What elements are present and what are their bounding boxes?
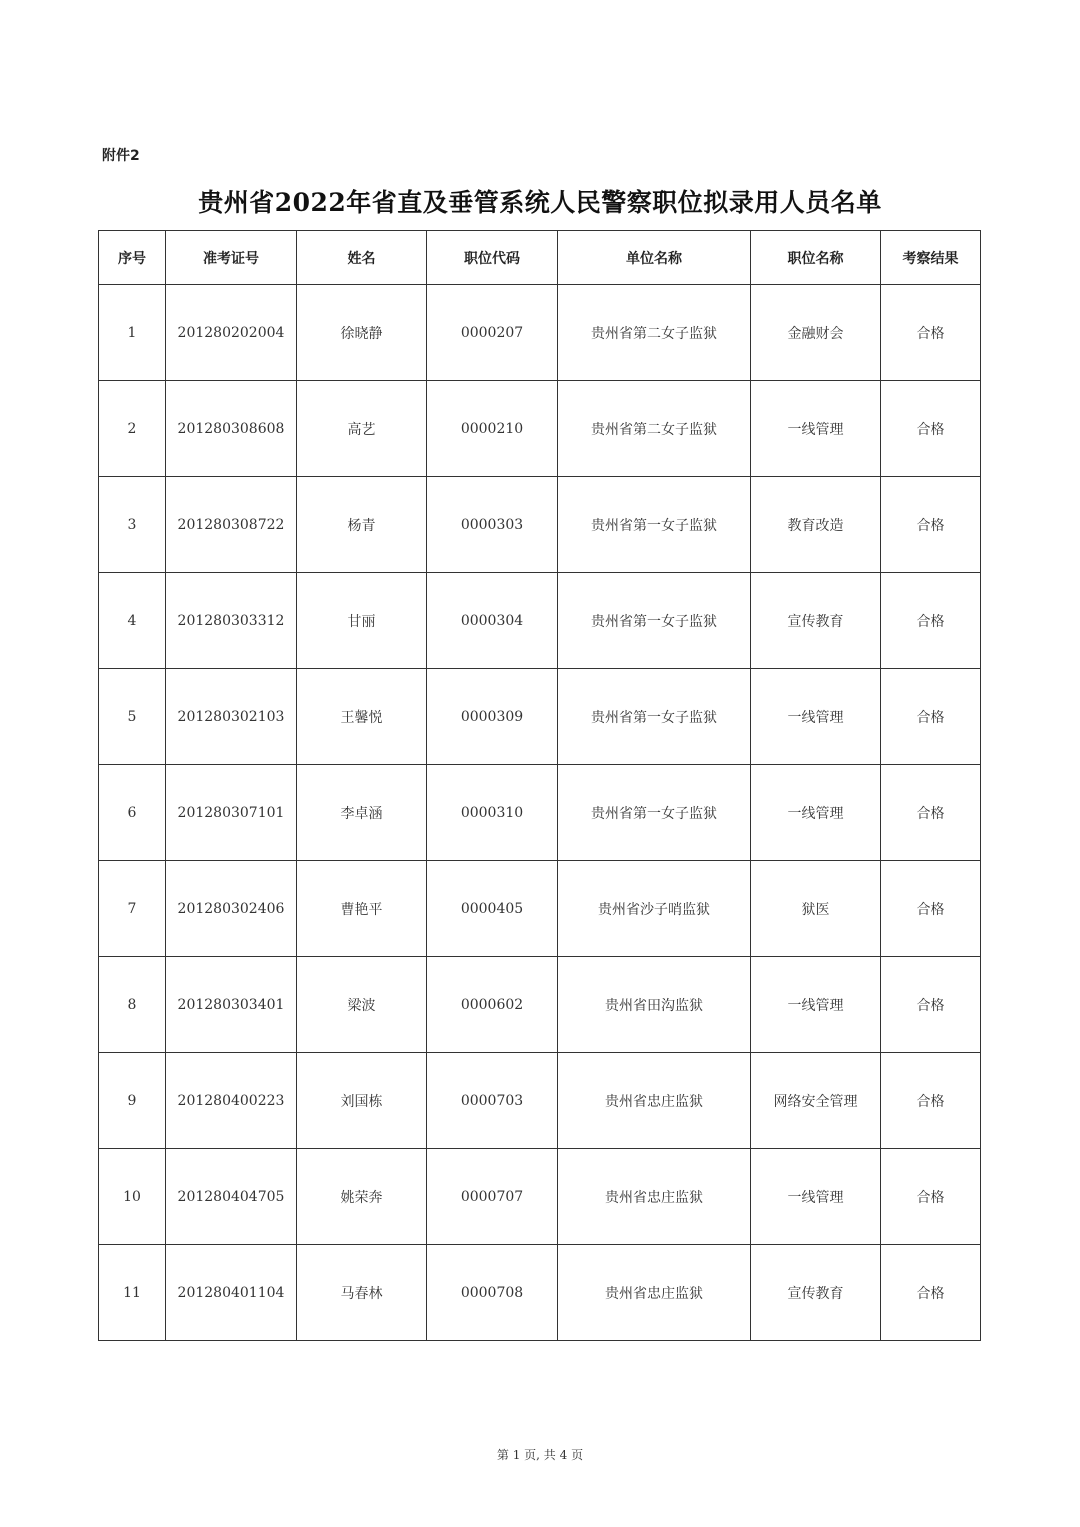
cell-seq: 8 (99, 957, 166, 1053)
cell-result: 合格 (881, 573, 981, 669)
cell-seq: 2 (99, 381, 166, 477)
cell-position-code: 0000210 (427, 381, 558, 477)
header-result: 考察结果 (881, 231, 981, 285)
cell-seq: 3 (99, 477, 166, 573)
page-footer: 第 1 页, 共 4 页 (496, 1448, 584, 1462)
cell-position-name: 一线管理 (751, 765, 881, 861)
cell-name: 刘国栋 (297, 1053, 427, 1149)
cell-position-code: 0000207 (427, 285, 558, 381)
cell-position-code: 0000304 (427, 573, 558, 669)
cell-position-code: 0000602 (427, 957, 558, 1053)
table-row (99, 765, 981, 861)
cell-ticket-number: 201280404705 (166, 1149, 297, 1245)
header-unit-name: 单位名称 (558, 231, 751, 285)
cell-position-name: 一线管理 (751, 1149, 881, 1245)
cell-unit-name: 贵州省第一女子监狱 (558, 477, 751, 573)
header-position-name: 职位名称 (751, 231, 881, 285)
cell-position-code: 0000405 (427, 861, 558, 957)
cell-unit-name: 贵州省第二女子监狱 (558, 285, 751, 381)
cell-ticket-number: 201280302406 (166, 861, 297, 957)
cell-result: 合格 (881, 1053, 981, 1149)
cell-name: 李卓涵 (297, 765, 427, 861)
cell-name: 曹艳平 (297, 861, 427, 957)
cell-result: 合格 (881, 381, 981, 477)
table-row (99, 285, 981, 381)
cell-name: 马春林 (297, 1245, 427, 1341)
cell-seq: 10 (99, 1149, 166, 1245)
cell-position-name: 宣传教育 (751, 1245, 881, 1341)
cell-position-name: 一线管理 (751, 381, 881, 477)
cell-unit-name: 贵州省田沟监狱 (558, 957, 751, 1053)
cell-name: 高艺 (297, 381, 427, 477)
cell-unit-name: 贵州省第一女子监狱 (558, 669, 751, 765)
cell-unit-name: 贵州省第二女子监狱 (558, 381, 751, 477)
cell-unit-name: 贵州省忠庄监狱 (558, 1053, 751, 1149)
cell-position-name: 宣传教育 (751, 573, 881, 669)
cell-seq: 9 (99, 1053, 166, 1149)
cell-unit-name: 贵州省沙子哨监狱 (558, 861, 751, 957)
cell-position-code: 0000303 (427, 477, 558, 573)
cell-ticket-number: 201280400223 (166, 1053, 297, 1149)
table-row (99, 669, 981, 765)
cell-position-code: 0000309 (427, 669, 558, 765)
cell-result: 合格 (881, 285, 981, 381)
cell-unit-name: 贵州省忠庄监狱 (558, 1245, 751, 1341)
cell-ticket-number: 201280308722 (166, 477, 297, 573)
table-row (99, 381, 981, 477)
cell-position-name: 网络安全管理 (751, 1053, 881, 1149)
table-row (99, 1245, 981, 1341)
cell-position-code: 0000707 (427, 1149, 558, 1245)
cell-position-name: 金融财会 (751, 285, 881, 381)
cell-unit-name: 贵州省第一女子监狱 (558, 765, 751, 861)
cell-seq: 4 (99, 573, 166, 669)
cell-ticket-number: 201280401104 (166, 1245, 297, 1341)
cell-result: 合格 (881, 1245, 981, 1341)
cell-result: 合格 (881, 1149, 981, 1245)
table-row (99, 477, 981, 573)
cell-position-code: 0000703 (427, 1053, 558, 1149)
cell-seq: 5 (99, 669, 166, 765)
cell-seq: 6 (99, 765, 166, 861)
cell-name: 徐晓静 (297, 285, 427, 381)
cell-result: 合格 (881, 765, 981, 861)
table-row (99, 1053, 981, 1149)
table-header-row (99, 231, 981, 285)
header-position-code: 职位代码 (427, 231, 558, 285)
cell-position-name: 一线管理 (751, 669, 881, 765)
cell-seq: 7 (99, 861, 166, 957)
document-title: 贵州省2022年省直及垂管系统人民警察职位拟录用人员名单 (198, 188, 882, 217)
cell-result: 合格 (881, 957, 981, 1053)
cell-position-code: 0000310 (427, 765, 558, 861)
cell-name: 甘丽 (297, 573, 427, 669)
header-seq: 序号 (99, 231, 166, 285)
cell-name: 王馨悦 (297, 669, 427, 765)
table-row (99, 1149, 981, 1245)
cell-ticket-number: 201280303401 (166, 957, 297, 1053)
cell-seq: 11 (99, 1245, 166, 1341)
table-row (99, 861, 981, 957)
cell-result: 合格 (881, 477, 981, 573)
attachment-label: 附件2 (102, 148, 140, 164)
cell-position-name: 一线管理 (751, 957, 881, 1053)
cell-unit-name: 贵州省第一女子监狱 (558, 573, 751, 669)
cell-position-name: 狱医 (751, 861, 881, 957)
table-row (99, 957, 981, 1053)
table-row (99, 573, 981, 669)
cell-ticket-number: 201280307101 (166, 765, 297, 861)
cell-name: 杨青 (297, 477, 427, 573)
cell-ticket-number: 201280308608 (166, 381, 297, 477)
header-ticket-number: 准考证号 (166, 231, 297, 285)
cell-ticket-number: 201280303312 (166, 573, 297, 669)
cell-seq: 1 (99, 285, 166, 381)
candidate-table (98, 230, 981, 1341)
cell-position-name: 教育改造 (751, 477, 881, 573)
header-name: 姓名 (297, 231, 427, 285)
cell-name: 姚荣奔 (297, 1149, 427, 1245)
cell-position-code: 0000708 (427, 1245, 558, 1341)
cell-result: 合格 (881, 669, 981, 765)
cell-unit-name: 贵州省忠庄监狱 (558, 1149, 751, 1245)
cell-result: 合格 (881, 861, 981, 957)
cell-ticket-number: 201280202004 (166, 285, 297, 381)
cell-name: 梁波 (297, 957, 427, 1053)
cell-ticket-number: 201280302103 (166, 669, 297, 765)
